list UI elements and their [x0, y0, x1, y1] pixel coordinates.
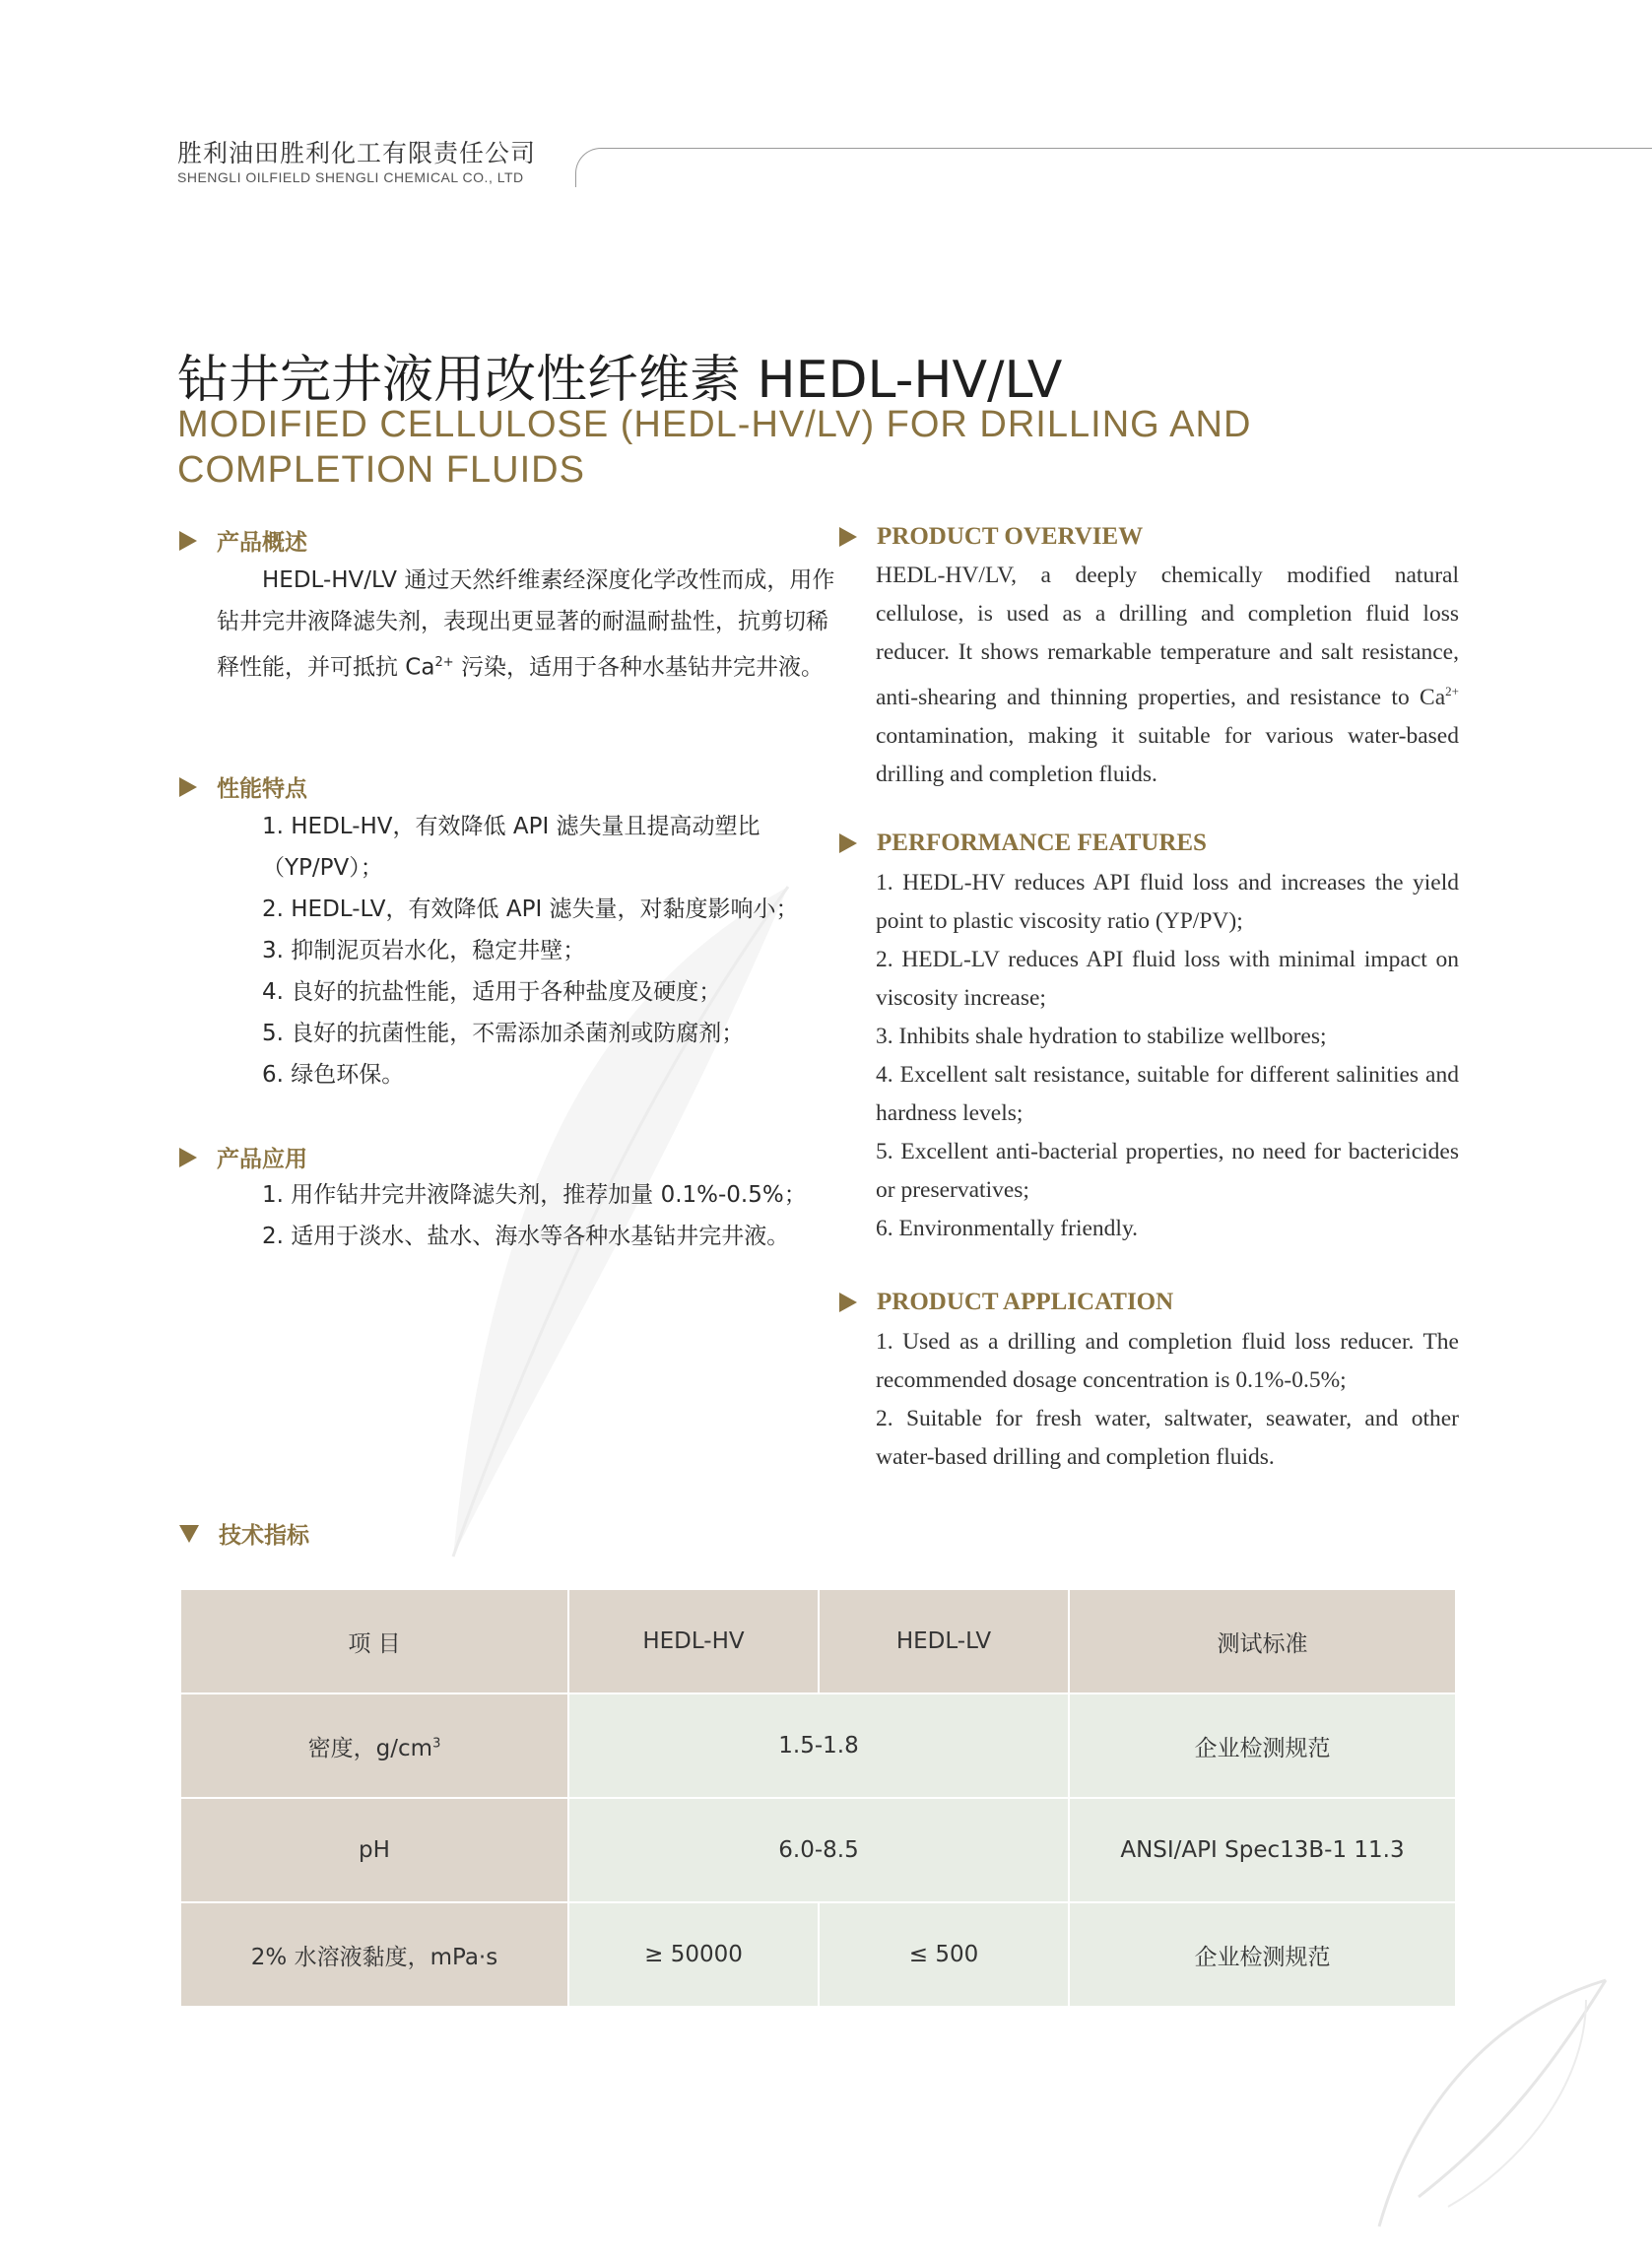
- table-cell-standard: 企业检测规范: [1069, 1902, 1456, 2007]
- section-heading-text: PERFORMANCE FEATURES: [877, 830, 1207, 856]
- section-heading-features-cn: [179, 770, 307, 803]
- table-cell-value-lv: ≤ 500: [819, 1902, 1069, 2007]
- overview-cn-text: [217, 560, 847, 689]
- application-en-list: [876, 1323, 1459, 1477]
- table-row: [180, 1798, 1456, 1902]
- section-heading-text: 产品应用: [217, 1147, 307, 1172]
- section-heading-text: PRODUCT APPLICATION: [877, 1289, 1174, 1315]
- list-item: 6. 绿色环保。: [262, 1062, 405, 1088]
- section-heading-text: PRODUCT OVERVIEW: [877, 523, 1144, 550]
- table-header-cell: HEDL-LV: [819, 1589, 1069, 1693]
- section-heading-application-cn: [179, 1141, 307, 1173]
- triangle-right-icon: [839, 527, 857, 547]
- table-cell-standard: ANSI/API Spec13B-1 11.3: [1069, 1798, 1456, 1902]
- superscript: 2+: [1445, 684, 1459, 698]
- section-heading-text: 产品概述: [217, 530, 307, 556]
- table-cell-text: 密度，g/cm: [307, 1735, 433, 1761]
- section-heading-text: 性能特点: [217, 776, 307, 802]
- list-item: 1. 用作钻井完井液降滤失剂，推荐加量 0.1%-0.5%；: [262, 1182, 807, 1208]
- list-item: 2. 适用于淡水、盐水、海水等各种水基钻井完井液。: [262, 1224, 790, 1249]
- list-item: 6. Environmentally friendly.: [876, 1216, 1139, 1241]
- table-cell-value-hv: ≥ 50000: [568, 1902, 819, 2007]
- list-item: 1. Used as a drilling and completion fluid loss reducer. The recommended dosage concentration is 0.1%-0.5%;: [876, 1329, 1459, 1393]
- overview-en-text-b: contamination, making it suitable for various water-based drilling and completion fluids.: [876, 722, 1459, 787]
- list-item: 4. Excellent salt resistance, suitable for different salinities and hardness levels;: [876, 1062, 1459, 1126]
- table-cell-item: pH: [180, 1798, 568, 1902]
- list-item: 2. HEDL-LV，有效降低 API 滤失量，对黏度影响小；: [262, 896, 799, 922]
- triangle-right-icon: [839, 1293, 857, 1312]
- section-heading-overview-en: [839, 523, 1143, 551]
- table-header-cell: 项 目: [180, 1589, 568, 1693]
- table-row: [180, 1693, 1456, 1798]
- section-heading-tech-cn: [179, 1517, 309, 1550]
- list-item: 5. Excellent anti-bacterial properties, no need for bactericides or preservatives;: [876, 1139, 1459, 1203]
- list-item: 2. Suitable for fresh water, saltwater, seawater, and other water-based drilling and completion fluids.: [876, 1406, 1459, 1470]
- table-row: [180, 1902, 1456, 2007]
- list-item: 2. HEDL-LV reduces API fluid loss with minimal impact on viscosity increase;: [876, 947, 1459, 1011]
- overview-cn-text-a: HEDL-HV/LV 通过天然纤维素经深度化学改性而成，用作钻井完井液降滤失剂，表现出更显著的耐温耐盐性，抗剪切稀释性能，并可抵抗 Ca: [217, 567, 835, 681]
- features-cn-list: [217, 806, 847, 1095]
- triangle-right-icon: [179, 777, 197, 797]
- header-divider: [575, 148, 1652, 187]
- section-heading-text: 技术指标: [219, 1523, 309, 1549]
- list-item: 5. 良好的抗菌性能，不需添加杀菌剂或防腐剂；: [262, 1021, 745, 1046]
- overview-en-text-a: HEDL-HV/LV, a deeply chemically modified natural cellulose, is used as a drilling and completion fluid loss reducer. It shows remarkable temperature and salt resistance, anti-shearing and thinning properties, and resistance to Ca: [876, 563, 1459, 710]
- list-item: 3. 抑制泥页岩水化，稳定井壁；: [262, 938, 586, 963]
- overview-en-text: [876, 557, 1459, 794]
- list-item: 4. 良好的抗盐性能，适用于各种盐度及硬度；: [262, 979, 722, 1005]
- overview-cn-text-b: 污染，适用于各种水基钻井完井液。: [453, 654, 824, 681]
- section-heading-overview-cn: [179, 524, 307, 557]
- table-cell-item: 2% 水溶液黏度，mPa·s: [180, 1902, 568, 2007]
- triangle-down-icon: [179, 1525, 199, 1543]
- list-item: 3. Inhibits shale hydration to stabilize wellbores;: [876, 1024, 1327, 1049]
- section-heading-features-en: [839, 830, 1207, 857]
- list-item: 1. HEDL-HV，有效降低 API 滤失量且提高动塑比（YP/PV）；: [262, 814, 760, 881]
- features-en-list: [876, 864, 1459, 1248]
- table-header-cell: HEDL-HV: [568, 1589, 819, 1693]
- application-cn-list: [217, 1174, 847, 1257]
- table-header-row: [180, 1589, 1456, 1693]
- page-title-cn: 钻井完井液用改性纤维素 HEDL-HV/LV: [177, 351, 1063, 410]
- table-cell-value: 6.0-8.5: [568, 1798, 1069, 1902]
- company-name-cn: 胜利油田胜利化工有限责任公司: [177, 139, 537, 167]
- spec-table: [179, 1588, 1457, 2008]
- list-item: 1. HEDL-HV reduces API fluid loss and increases the yield point to plastic viscosity ratio (YP/PV);: [876, 870, 1459, 934]
- table-cell-value: 1.5-1.8: [568, 1693, 1069, 1798]
- company-logo-watermark-icon: [1359, 1970, 1645, 2246]
- table-header-cell: 测试标准: [1069, 1589, 1456, 1693]
- section-heading-application-en: [839, 1289, 1173, 1316]
- triangle-right-icon: [179, 531, 197, 551]
- company-name-en: SHENGLI OILFIELD SHENGLI CHEMICAL CO., LTD: [177, 169, 524, 185]
- triangle-right-icon: [179, 1148, 197, 1167]
- superscript: 3: [432, 1735, 441, 1751]
- table-cell-standard: 企业检测规范: [1069, 1693, 1456, 1798]
- triangle-right-icon: [839, 833, 857, 853]
- table-cell-item: [180, 1693, 568, 1798]
- superscript: 2+: [434, 655, 454, 670]
- page-title-en: MODIFIED CELLULOSE (HEDL-HV/LV) FOR DRILLING AND COMPLETION FLUIDS: [177, 404, 1252, 491]
